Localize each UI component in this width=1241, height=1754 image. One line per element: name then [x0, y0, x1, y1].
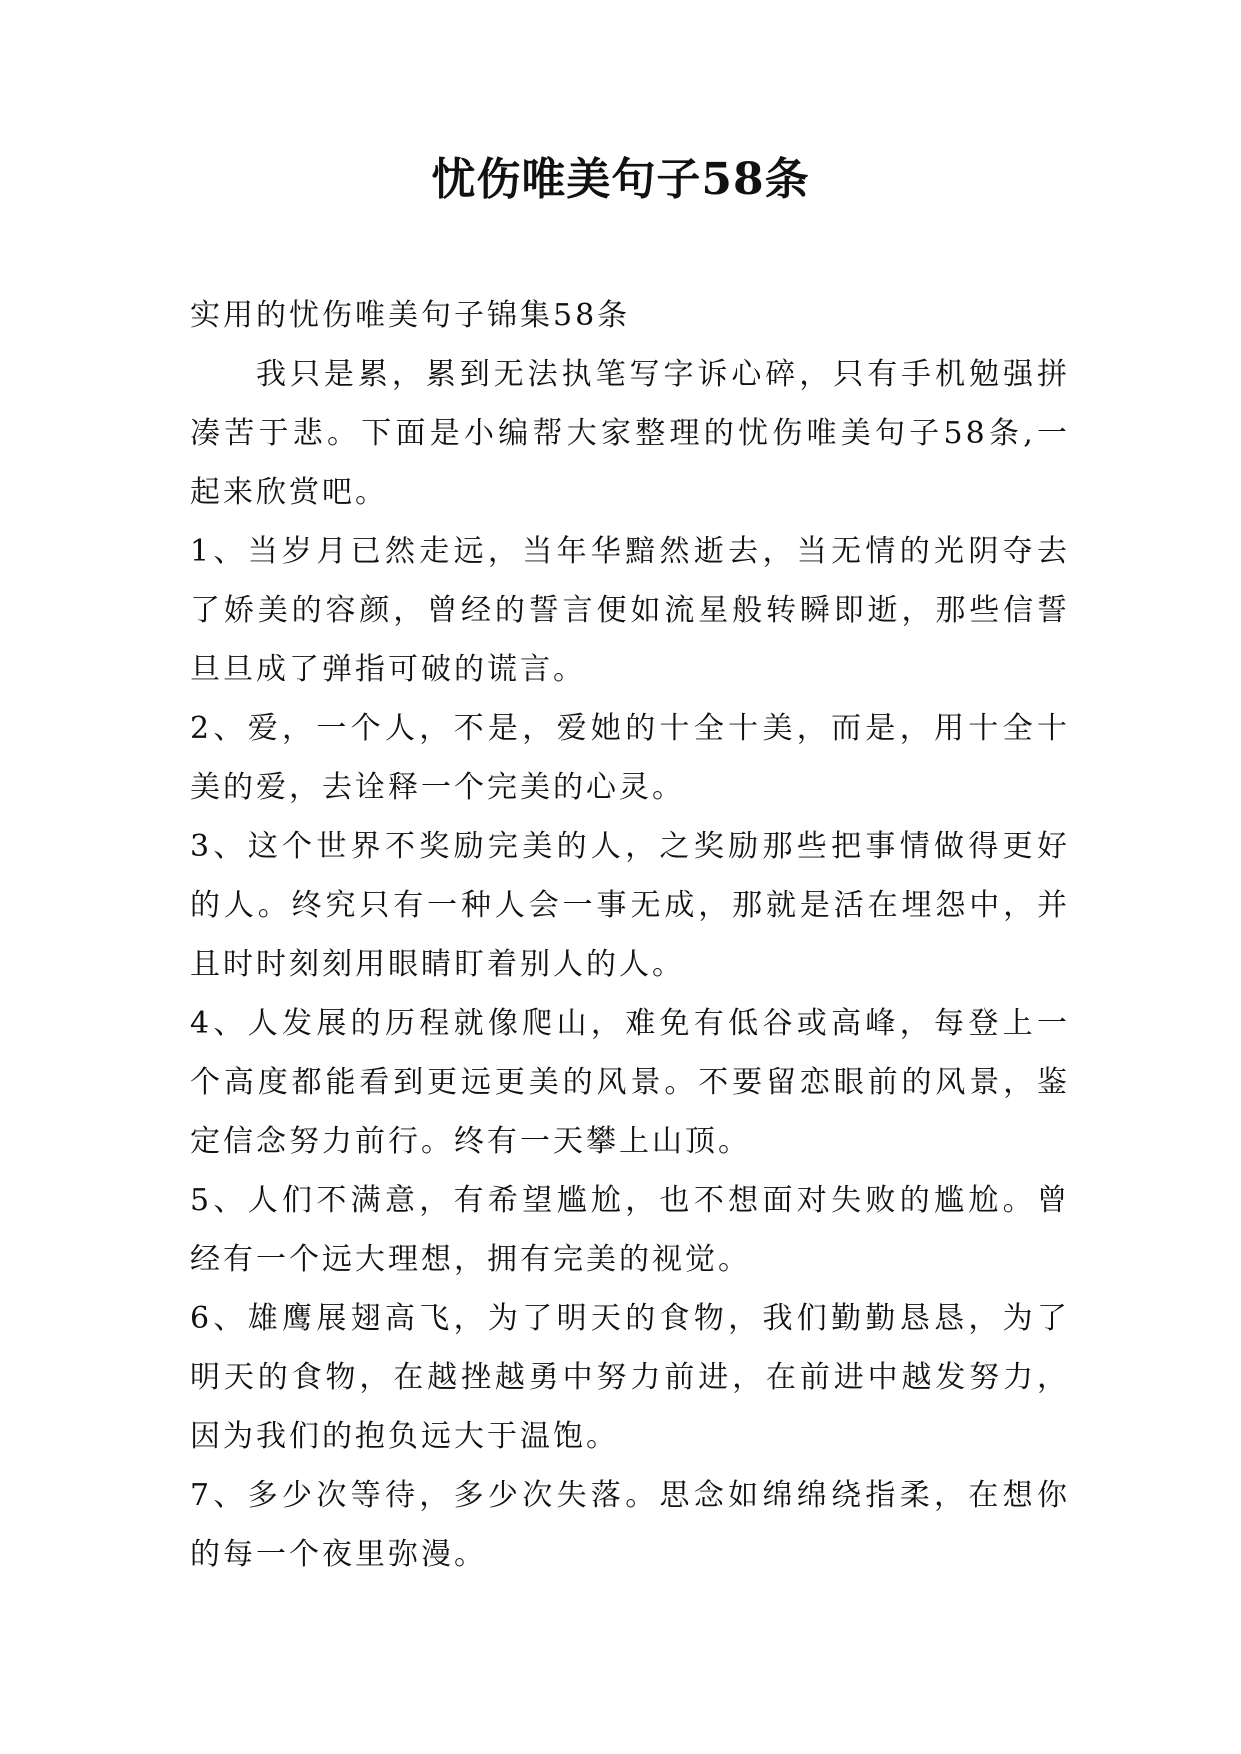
document-body: [190, 286, 1070, 1584]
document-subtitle: 实用的忧伤唯美句子锦集58条: [190, 298, 631, 333]
list-item: 4、人发展的历程就像爬山，难免有低谷或高峰，每登上一个高度都能看到更远更美的风景。不要留恋眼前的风景，鉴定信念努力前行。终有一天攀上山顶。: [190, 1006, 1070, 1159]
list-item: 6、雄鹰展翅高飞，为了明天的食物，我们勤勤恳恳，为了明天的食物，在越挫越勇中努力前进，在前进中越发努力，因为我们的抱负远大于温饱。: [190, 1301, 1070, 1454]
list-item: 5、人们不满意，有希望尴尬，也不想面对失败的尴尬。曾经有一个远大理想，拥有完美的视觉。: [190, 1183, 1070, 1277]
intro-paragraph: 我只是累，累到无法执笔写字诉心碎，只有手机勉强拼凑苦于悲。下面是小编帮大家整理的忧伤唯美句子58条,一起来欣赏吧。: [190, 357, 1070, 510]
document-title: 忧伤唯美句子58条: [431, 154, 810, 205]
list-item: 1、当岁月已然走远，当年华黯然逝去，当无情的光阴夺去了娇美的容颜，曾经的誓言便如流星般转瞬即逝，那些信誓旦旦成了弹指可破的谎言。: [190, 534, 1070, 687]
list-item: 7、多少次等待，多少次失落。思念如绵绵绕指柔，在想你的每一个夜里弥漫。: [190, 1478, 1070, 1572]
list-item: 3、这个世界不奖励完美的人，之奖励那些把事情做得更好的人。终究只有一种人会一事无成，那就是活在埋怨中，并且时时刻刻用眼睛盯着别人的人。: [190, 829, 1070, 982]
list-item: 2、爱，一个人，不是，爱她的十全十美，而是，用十全十美的爱，去诠释一个完美的心灵。: [190, 711, 1070, 805]
